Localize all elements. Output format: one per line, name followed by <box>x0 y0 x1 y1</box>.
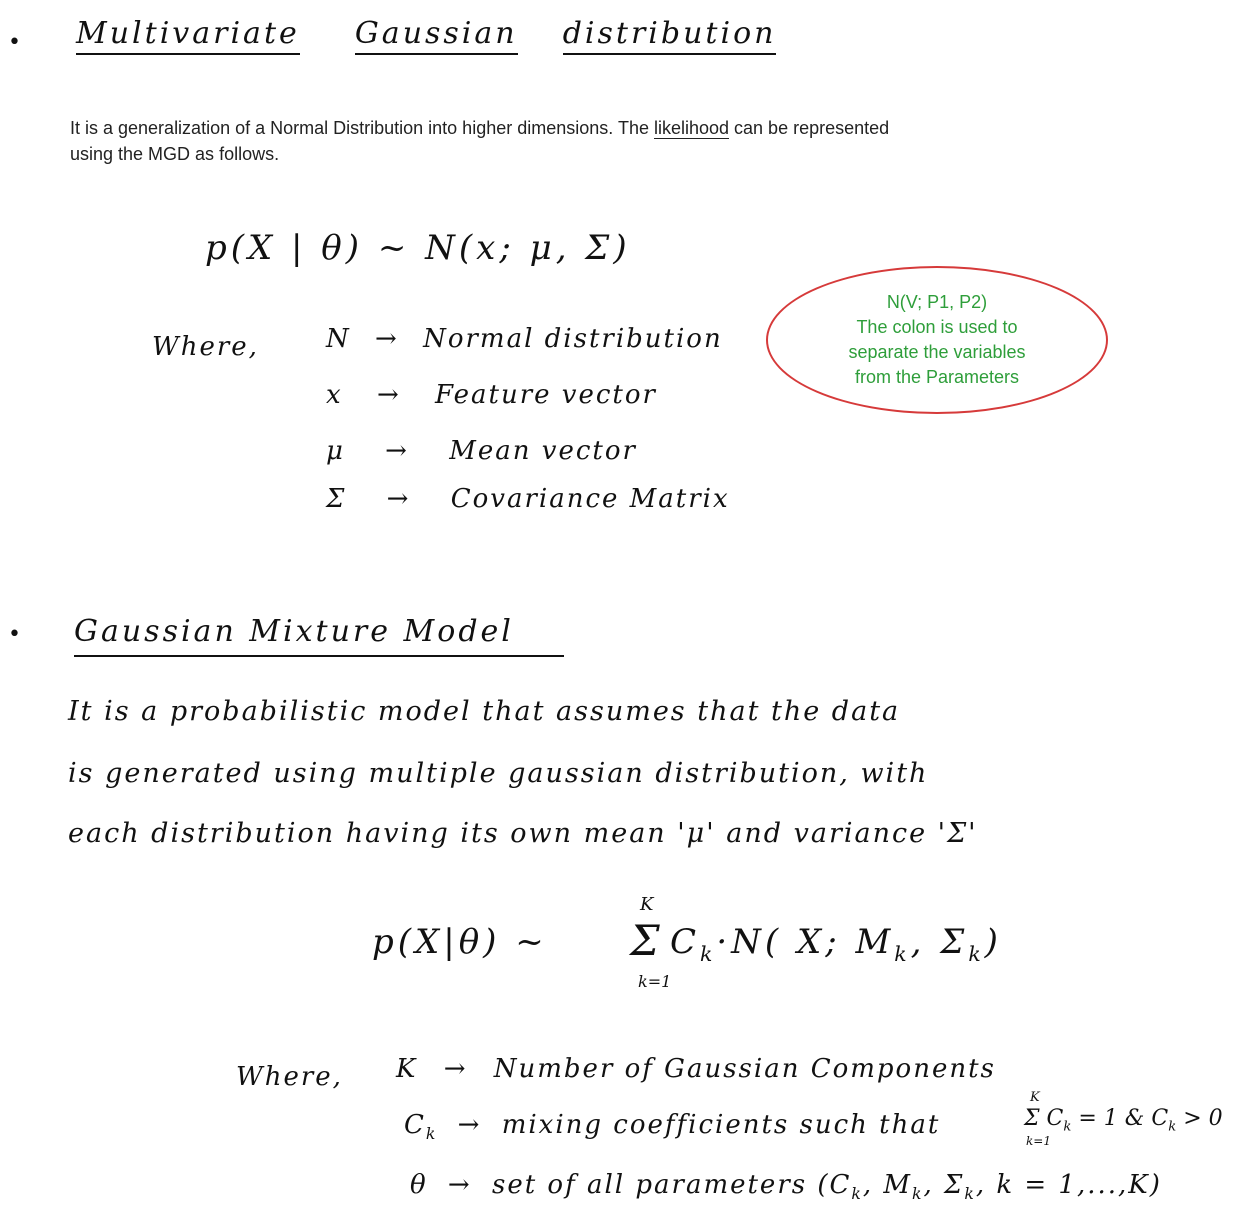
def2-symbol: C <box>404 1110 426 1140</box>
def3-meaning-b: , M <box>862 1170 912 1200</box>
gmm-def-2 <box>404 1110 940 1143</box>
section2-title: Gaussian Mixture Model <box>74 614 564 657</box>
gmm-equation-rhs <box>670 922 1002 966</box>
arrow-icon: → <box>443 1054 468 1084</box>
def2-meaning: mixing coefficients such that <box>501 1110 941 1140</box>
definition-row <box>326 436 637 466</box>
def3-sub-3: k <box>964 1185 976 1204</box>
def3-meaning-c: , Σ <box>923 1170 965 1200</box>
arrow-icon: → <box>457 1110 482 1140</box>
gmm-def-3 <box>410 1170 1162 1203</box>
def2-sum-upper: K <box>1030 1090 1040 1105</box>
definition-meaning: Feature vector <box>435 380 657 410</box>
intro-line-2: using the MGD as follows. <box>70 144 280 164</box>
title-word-gaussian: Gaussian <box>355 16 518 55</box>
where-label-1: Where, <box>152 332 259 362</box>
gmm-body-line-2: is generated using multiple gaussian distribution, with <box>68 758 929 789</box>
likelihood-word: likelihood <box>653 118 730 138</box>
def1-meaning: Number of Gaussian Components <box>493 1054 996 1084</box>
where-label-2: Where, <box>236 1062 343 1092</box>
mean-sub: k <box>894 941 911 966</box>
note-line-1: N(V; P1, P2) <box>886 292 988 312</box>
summation-icon: Σ <box>630 916 660 965</box>
mgd-equation: p(X | θ) ~ N(x; μ, Σ) <box>205 228 631 268</box>
definition-symbol: x <box>326 380 343 410</box>
intro-text-pre: It is a generalization of a Normal Distribution into higher dimensions. The <box>70 118 654 138</box>
def2-symbol-sub: k <box>425 1125 438 1144</box>
definition-meaning: Covariance Matrix <box>450 484 730 514</box>
coef-c: C <box>670 922 701 962</box>
sum-lower-limit: k=1 <box>638 972 672 991</box>
def2-sum-lower: k=1 <box>1026 1134 1051 1148</box>
def3-sub-1: k <box>851 1185 863 1204</box>
def3-symbol: θ <box>410 1170 428 1200</box>
arrow-icon: → <box>386 484 411 514</box>
coef-sub: k <box>700 941 717 966</box>
def2-condition <box>1024 1106 1223 1134</box>
definition-row <box>326 324 723 354</box>
definition-row <box>326 484 730 514</box>
def2-cond-sub-b: k <box>1168 1119 1177 1135</box>
note-line-2: The colon is used to <box>856 317 1018 337</box>
bullet-1: • <box>8 30 21 55</box>
note-line-3: separate the variables <box>848 342 1026 362</box>
def2-cond-a: Σ C <box>1024 1106 1064 1131</box>
note-line-4: from the Parameters <box>854 367 1020 387</box>
close-paren: ) <box>984 922 1002 962</box>
intro-text-post: can be represented <box>729 118 890 138</box>
intro-line-1 <box>70 118 889 139</box>
gmm-body-line-3: each distribution having its own mean 'μ' and variance 'Σ' <box>68 818 978 849</box>
bullet-2: • <box>8 622 21 647</box>
title-word-distribution: distribution <box>563 16 777 55</box>
def2-cond-sub-a: k <box>1063 1119 1072 1135</box>
arrow-icon: → <box>375 324 399 354</box>
arrow-icon: → <box>385 436 409 466</box>
definition-symbol: N <box>326 324 351 354</box>
def2-cond-c: > 0 <box>1176 1106 1223 1131</box>
def2-cond-b: = 1 & C <box>1071 1106 1169 1131</box>
annotation-note <box>766 266 1108 414</box>
def1-symbol: K <box>396 1054 418 1084</box>
arrow-icon: → <box>376 380 401 410</box>
def3-sub-2: k <box>912 1185 924 1204</box>
title-word-multivariate: Multivariate <box>76 16 300 55</box>
gmm-def-1 <box>396 1054 996 1084</box>
sigma-sub: k <box>968 941 985 966</box>
arrow-icon: → <box>447 1170 472 1200</box>
definition-meaning: Mean vector <box>449 436 637 466</box>
gmm-body-line-1: It is a probabilistic model that assumes that the data <box>68 696 901 727</box>
sum-upper-limit: K <box>640 894 654 915</box>
definition-row <box>326 380 657 410</box>
def3-meaning-d: , k = 1,...,K) <box>975 1170 1162 1200</box>
gmm-equation-lhs: p(X|θ) ~ <box>372 922 548 962</box>
normal-part: ·N( X; M <box>716 922 895 962</box>
def3-meaning-a: set of all parameters (C <box>491 1170 852 1200</box>
section1-title <box>76 16 776 51</box>
sigma-part: , Σ <box>910 922 969 962</box>
definition-symbol: Σ <box>326 484 347 514</box>
definition-symbol: μ <box>326 436 345 466</box>
definition-meaning: Normal distribution <box>423 324 723 354</box>
